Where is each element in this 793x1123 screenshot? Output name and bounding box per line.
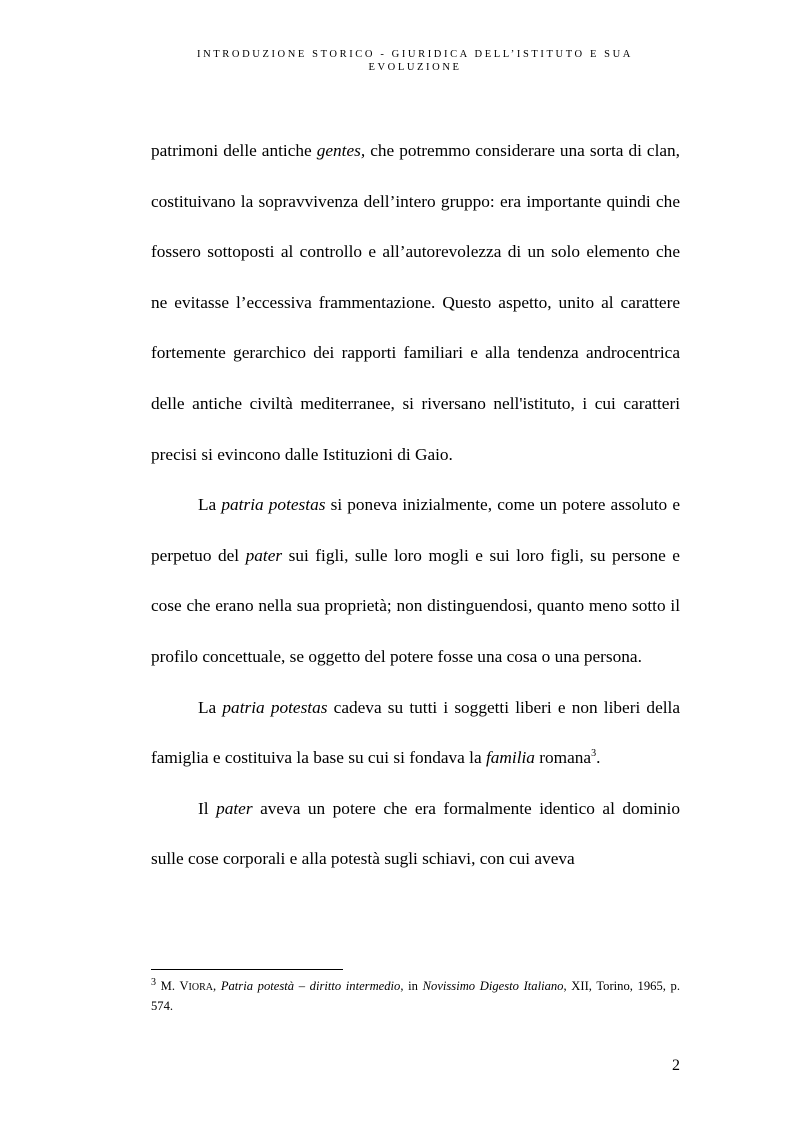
footnote-author-smallcaps: IORA (188, 982, 213, 993)
footnote-title: Patria potestà – diritto intermedio (220, 979, 401, 993)
italic-term: patria potestas (222, 697, 328, 717)
text-run: , (213, 979, 221, 993)
text-run: aveva un potere che era formalmente identico al dominio sulle cose corporali e alla potestà sugli schiavi, con cui aveva (151, 798, 680, 869)
text-run: sui figli, sulle loro mogli e sui loro figli, su persone e cose che erano nella sua proprietà; non distinguendosi, quanto meno sotto il profilo concettuale, se oggetto del potere fosse una cosa o una persona. (151, 545, 680, 666)
running-header-line-2: EVOLUZIONE (368, 62, 462, 73)
paragraph-2 (151, 480, 680, 682)
footnote-reference[interactable]: 3 (591, 748, 597, 760)
page-number: 2 (672, 1057, 680, 1074)
text-run: , in (400, 979, 423, 993)
text-run: cadeva su tutti i soggetti liberi e non liberi della famiglia e costituiva la base su cui si fondava la (151, 697, 681, 768)
running-header-line-1: INTRODUZIONE STORICO - GIURIDICA DELL’ISTITUTO E SUA (197, 49, 633, 60)
running-header (150, 48, 680, 74)
text-run: , XII, Torino, 1965, p. 574. (151, 979, 680, 1013)
footnote-author-initial: M. V (160, 979, 189, 993)
text-run: La (198, 495, 222, 515)
text-run: Il (198, 798, 217, 818)
italic-term: familia (485, 748, 535, 768)
text-run: patrimoni delle antiche (151, 141, 317, 160)
text-run: La (198, 697, 223, 717)
paragraph-3 (151, 683, 680, 784)
text-run: si poneva inizialmente, come un potere assoluto e perpetuo del (151, 495, 681, 565)
paragraph-1 (151, 126, 680, 480)
italic-term: pater (216, 798, 253, 818)
footnote-number: 3 (151, 976, 156, 988)
footnote (151, 977, 680, 1015)
footnote-separator (151, 969, 343, 970)
italic-term: patria potestas (221, 495, 326, 515)
text-run: romana (534, 748, 592, 768)
body-text (151, 126, 680, 885)
italic-term: gentes, (316, 141, 366, 160)
paragraph-4 (151, 784, 680, 885)
italic-term: pater (245, 545, 283, 565)
footnote-work: Novissimo Digesto Italiano (422, 979, 564, 993)
text-run: . (596, 748, 601, 768)
text-run: che potremmo considerare una sorta di clan, costituivano la sopravvivenza dell’intero gruppo: era importante quindi che fossero sottoposti al controllo e all’autorevolezza di un solo elemento che ne evitasse l’eccessiva frammentazione. Questo aspetto, unito al carattere fortemente gerarchico dei rapporti familiari e alla tendenza androcentrica delle antiche civiltà mediterranee, si riversano nell'istituto, i cui caratteri precisi si evincono dalle Istituzioni di Gaio. (151, 141, 681, 464)
